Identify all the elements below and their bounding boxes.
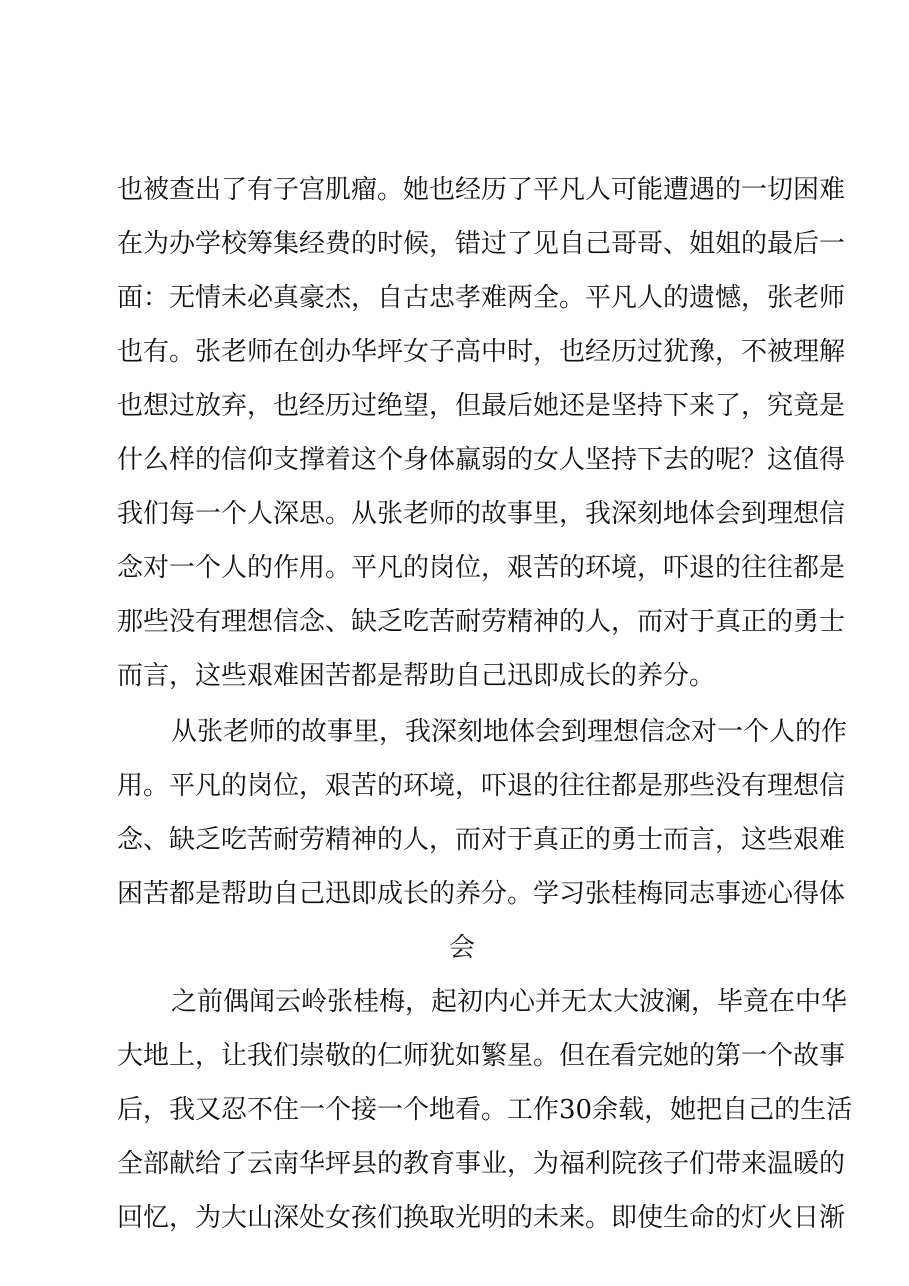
text-line: 全部献给了云南华坪县的教育事业，为福利院孩子们带来温暖的 bbox=[117, 1149, 846, 1179]
text-line: 什么样的信仰支撑着这个身体羸弱的女人坚持下去的呢？这值得 bbox=[117, 445, 846, 475]
text-line: 念、缺乏吃苦耐劳精神的人，而对于真正的勇士而言，这些艰难 bbox=[117, 825, 846, 855]
paragraph-start-line: 之前偶闻云岭张桂梅，起初内心并无太大波澜，毕竟在中华 bbox=[171, 987, 848, 1017]
text-line: 在为办学校筹集经费的时候，错过了见自己哥哥、姐姐的最后一 bbox=[117, 229, 846, 259]
paragraph-start-line: 从张老师的故事里，我深刻地体会到理想信念对一个人的作 bbox=[171, 717, 848, 747]
text-line: 那些没有理想信念、缺乏吃苦耐劳精神的人，而对于真正的勇士 bbox=[117, 607, 846, 637]
text-line: 回忆，为大山深处女孩们换取光明的未来。即使生命的灯火日渐 bbox=[117, 1203, 846, 1233]
text-line: 也有。张老师在创办华坪女子高中时，也经历过犹豫，不被理解 bbox=[117, 337, 846, 367]
text-line: 我们每一个人深思。从张老师的故事里，我深刻地体会到理想信 bbox=[117, 499, 846, 529]
text-line: 也被查出了有子宫肌瘤。她也经历了平凡人可能遭遇的一切困难 bbox=[117, 175, 846, 205]
text-line: 困苦都是帮助自己迅即成长的养分。学习张桂梅同志事迹心得体 bbox=[117, 879, 846, 909]
text-line: 而言，这些艰难困苦都是帮助自己迅即成长的养分。 bbox=[117, 661, 716, 691]
text-line: 后，我又忍不住一个接一个地看。工作30余载，她把自己的生活 bbox=[117, 1095, 853, 1125]
text-line: 也想过放弃，也经历过绝望，但最后她还是坚持下来了，究竟是 bbox=[117, 391, 846, 421]
text-line: 用。平凡的岗位，艰苦的环境，吓退的往往都是那些没有理想信 bbox=[117, 771, 846, 801]
text-line: 大地上，让我们崇敬的仁师犹如繁星。但在看完她的第一个故事 bbox=[117, 1041, 846, 1071]
text-line: 面：无情未必真豪杰，自古忠孝难两全。平凡人的遗憾，张老师 bbox=[117, 283, 846, 313]
text-line: 念对一个人的作用。平凡的岗位，艰苦的环境，吓退的往往都是 bbox=[117, 553, 846, 583]
text-line: 会 bbox=[448, 933, 475, 963]
